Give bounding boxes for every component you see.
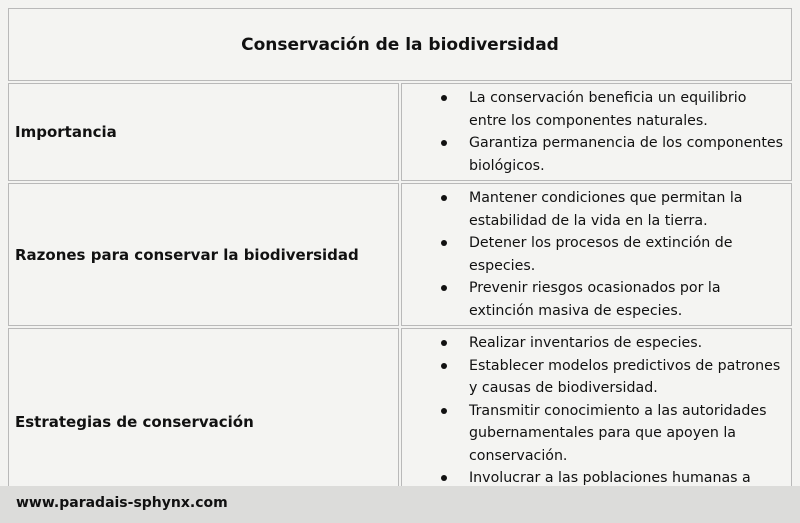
bullet-list <box>402 87 787 177</box>
list-item <box>402 355 787 400</box>
row-label-estrategias: Estrategias de conservación <box>8 328 399 516</box>
row-label-importancia: Importancia <box>8 83 399 181</box>
bullet-icon <box>441 363 447 369</box>
row-list-razones <box>401 183 792 326</box>
row-list-importancia <box>401 83 792 181</box>
bullet-icon <box>441 285 447 291</box>
bullet-icon <box>441 340 447 346</box>
table-row-importancia <box>8 83 792 181</box>
list-item-text: Garantiza permanencia de los componentes biológicos. <box>469 135 784 174</box>
footer-bar <box>0 486 800 523</box>
row-label-razones: Razones para conservar la biodiversidad <box>8 183 399 326</box>
list-item-text: Establecer modelos predictivos de patrones y causas de biodiversidad. <box>469 357 781 396</box>
bullet-icon <box>441 95 447 101</box>
list-item-text: Prevenir riesgos ocasionados por la extinción masiva de especies. <box>469 280 721 319</box>
list-item <box>402 187 787 232</box>
bullet-list <box>402 187 787 322</box>
list-item-text: Mantener condiciones que permitan la estabilidad de la vida en la tierra. <box>469 190 743 229</box>
list-item <box>402 400 787 468</box>
table-row-razones <box>8 183 792 326</box>
list-item-text: Realizar inventarios de especies. <box>469 335 703 351</box>
list-item-text: La conservación beneficia un equilibrio entre los componentes naturales. <box>469 90 747 129</box>
list-item <box>402 277 787 322</box>
list-item <box>402 232 787 277</box>
table-title: Conservación de la biodiversidad <box>8 8 792 81</box>
list-item <box>402 332 787 355</box>
bullet-icon <box>441 195 447 201</box>
list-item <box>402 87 787 132</box>
bullet-icon <box>441 408 447 414</box>
bullet-list <box>402 332 787 512</box>
website-link[interactable]: www.paradais-sphynx.com <box>16 495 228 511</box>
bullet-icon <box>441 140 447 146</box>
biodiversity-table <box>6 6 794 518</box>
bullet-icon <box>441 475 447 481</box>
bullet-icon <box>441 240 447 246</box>
list-item-text: Detener los procesos de extinción de especies. <box>469 235 733 274</box>
list-item-text: Involucrar a las poblaciones humanas a <box>469 470 751 486</box>
list-item-text: Transmitir conocimiento a las autoridades gubernamentales para que apoyen la conservación. <box>469 402 767 464</box>
list-item <box>402 132 787 177</box>
